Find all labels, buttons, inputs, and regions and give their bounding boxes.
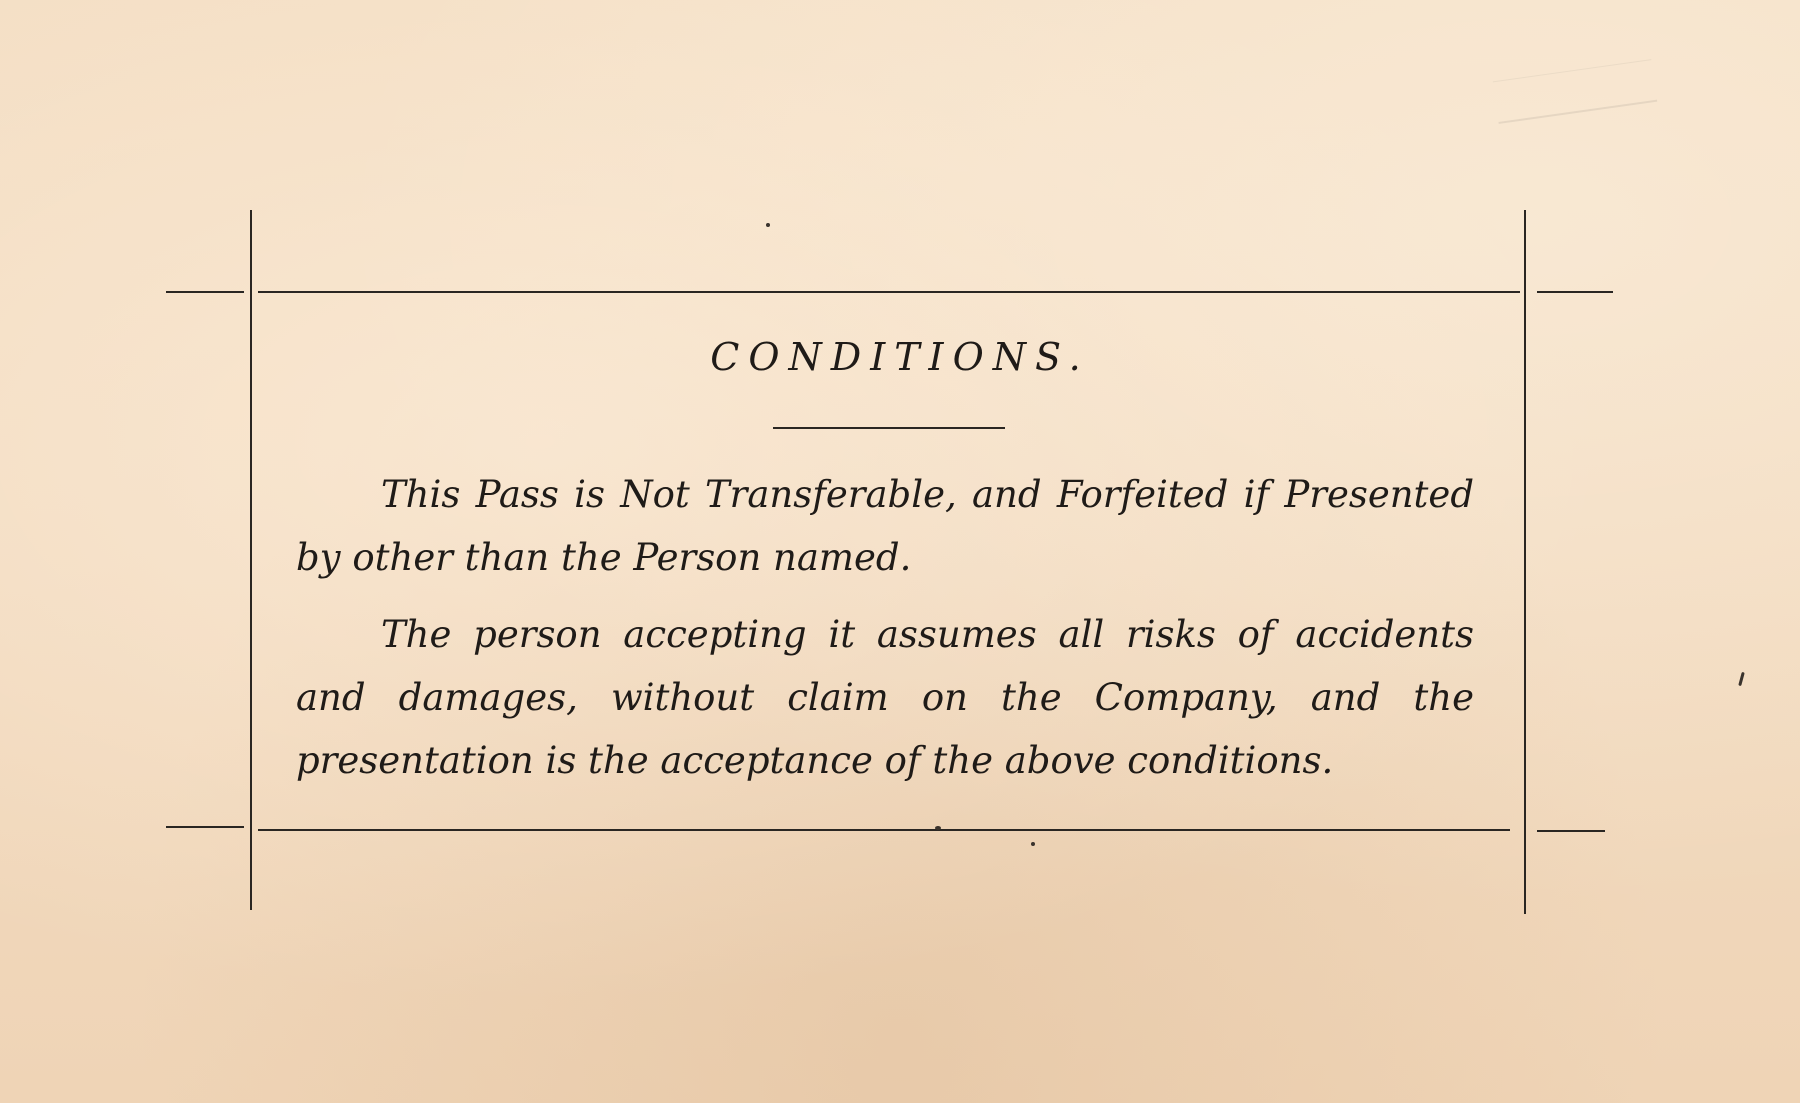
bottom-rule-right-tick [1537,830,1605,832]
top-rule-right-tick [1537,291,1613,293]
conditions-heading: CONDITIONS. [710,335,1090,379]
faint-pencil-mark [1493,59,1657,124]
left-rule [250,210,252,910]
top-rule-left-tick [166,291,244,293]
paper-speck [1031,842,1035,846]
paper-speck [766,223,770,227]
top-rule [258,291,1520,293]
bottom-rule-left-tick [166,826,244,828]
risk-condition-paragraph: The person accepting it assumes all risks of accidents and damages, without claim on the Company, and the presentation is the acceptance of the above conditions. [296,613,1474,782]
heading-underline [773,427,1005,429]
paper-speck [1738,672,1745,686]
paper-speck [935,826,941,830]
bottom-rule [258,829,1510,831]
right-rule [1524,210,1526,914]
transfer-condition-paragraph: This Pass is Not Transferable, and Forfeited if Presented by other than the Person named. [296,473,1474,579]
